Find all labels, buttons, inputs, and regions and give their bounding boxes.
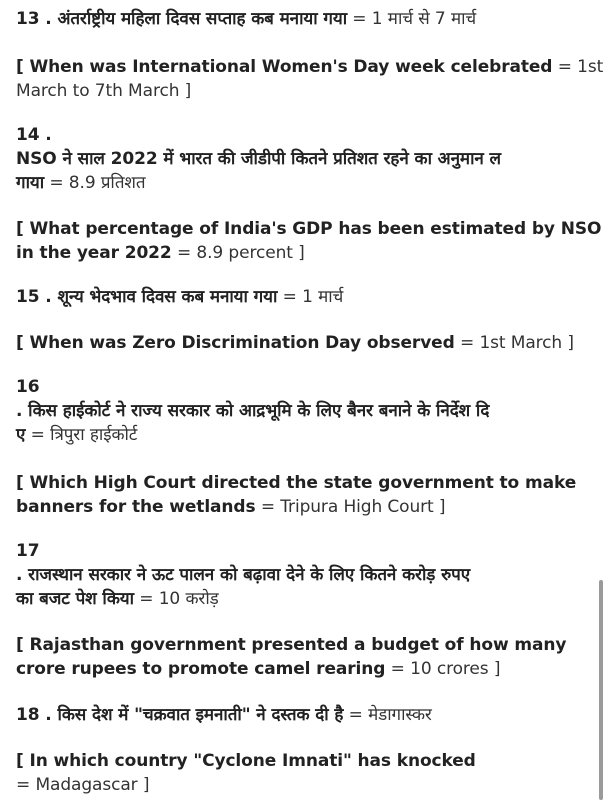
hindi-question-17 bbox=[16, 564, 470, 587]
answer-text: = Madagascar ] bbox=[16, 775, 150, 795]
question-text: [ Which High Court directed the state government to make bbox=[16, 473, 577, 493]
english-answer-13 bbox=[16, 80, 191, 103]
question-text: 13 . अंतर्राष्ट्रीय महिला दिवस सप्ताह कब मनाया गया bbox=[16, 9, 347, 29]
answer-text: = 10 crores ] bbox=[385, 659, 501, 679]
item-number: 17 bbox=[16, 541, 40, 561]
hindi-question-16 bbox=[16, 400, 489, 423]
question-text: [ What percentage of India's GDP has been estimated by NSO bbox=[16, 219, 602, 239]
answer-text: = 8.9 प्रतिशत bbox=[44, 173, 146, 193]
hindi-question-15 bbox=[16, 286, 343, 309]
hindi-question-14 bbox=[16, 148, 501, 171]
question-text: [ When was International Women's Day week celebrated bbox=[16, 57, 553, 77]
hindi-question-17-cont bbox=[16, 588, 219, 611]
answer-text: March to 7th March ] bbox=[16, 81, 192, 101]
item-number-17 bbox=[16, 540, 39, 563]
answer-text: = 8.9 percent ] bbox=[171, 243, 305, 263]
question-text: banners for the wetlands bbox=[16, 497, 256, 517]
hindi-question-16-cont bbox=[16, 424, 137, 447]
question-text: ए bbox=[16, 425, 26, 445]
item-number: 16 bbox=[16, 377, 40, 397]
scrollbar[interactable] bbox=[598, 0, 604, 800]
answer-text: = 1 मार्च से 7 मार्च bbox=[347, 9, 477, 29]
answer-text: = 1 मार्च bbox=[277, 287, 344, 307]
question-text: . राजस्थान सरकार ने ऊट पालन को बढ़ावा देने के लिए कितने करोड़ रुपए bbox=[16, 565, 471, 585]
hindi-question-13 bbox=[16, 8, 476, 31]
hindi-question-18 bbox=[16, 704, 432, 727]
question-text: crore rupees to promote camel rearing bbox=[16, 659, 386, 679]
item-number: 14 . bbox=[16, 125, 52, 145]
question-text: . किस हाईकोर्ट ने राज्य सरकार को आद्रभूमि के लिए बैनर बनाने के निर्देश दि bbox=[16, 401, 490, 421]
question-text: गाया bbox=[16, 173, 45, 193]
answer-text: = मेडागास्कर bbox=[343, 705, 432, 725]
question-text: 18 . किस देश में "चक्रवात इमनाती" ने दस्तक दी है bbox=[16, 705, 344, 725]
english-question-17-cont bbox=[16, 658, 500, 681]
english-question-13 bbox=[16, 56, 603, 79]
answer-text: = Tripura High Court ] bbox=[255, 497, 446, 517]
english-question-17 bbox=[16, 634, 566, 657]
english-question-14-cont bbox=[16, 242, 305, 265]
english-question-14 bbox=[16, 218, 601, 241]
answer-text: = 1st March ] bbox=[454, 333, 574, 353]
question-text: [ Rajasthan government presented a budget of how many bbox=[16, 635, 567, 655]
item-number-16 bbox=[16, 376, 39, 399]
answer-text: = त्रिपुरा हाईकोर्ट bbox=[25, 425, 138, 445]
english-question-16 bbox=[16, 472, 576, 495]
english-answer-18 bbox=[16, 774, 149, 797]
answer-text: = 1st bbox=[552, 57, 604, 77]
answer-text: = 10 करोड़ bbox=[133, 589, 219, 609]
english-question-18 bbox=[16, 750, 476, 773]
english-question-15 bbox=[16, 332, 574, 355]
scrollbar-thumb[interactable] bbox=[599, 580, 603, 800]
english-question-16-cont bbox=[16, 496, 445, 519]
question-text: का बजट पेश किया bbox=[16, 589, 134, 609]
hindi-question-14-cont bbox=[16, 172, 145, 195]
item-number-14 bbox=[16, 124, 52, 147]
question-text: [ In which country "Cyclone Imnati" has knocked bbox=[16, 751, 476, 771]
question-text: in the year 2022 bbox=[16, 243, 172, 263]
question-text: [ When was Zero Discrimination Day observed bbox=[16, 333, 455, 353]
question-text: NSO ने साल 2022 में भारत की जीडीपी कितने प्रतिशत रहने का अनुमान ल bbox=[16, 149, 501, 169]
question-text: 15 . शून्य भेदभाव दिवस कब मनाया गया bbox=[16, 287, 278, 307]
